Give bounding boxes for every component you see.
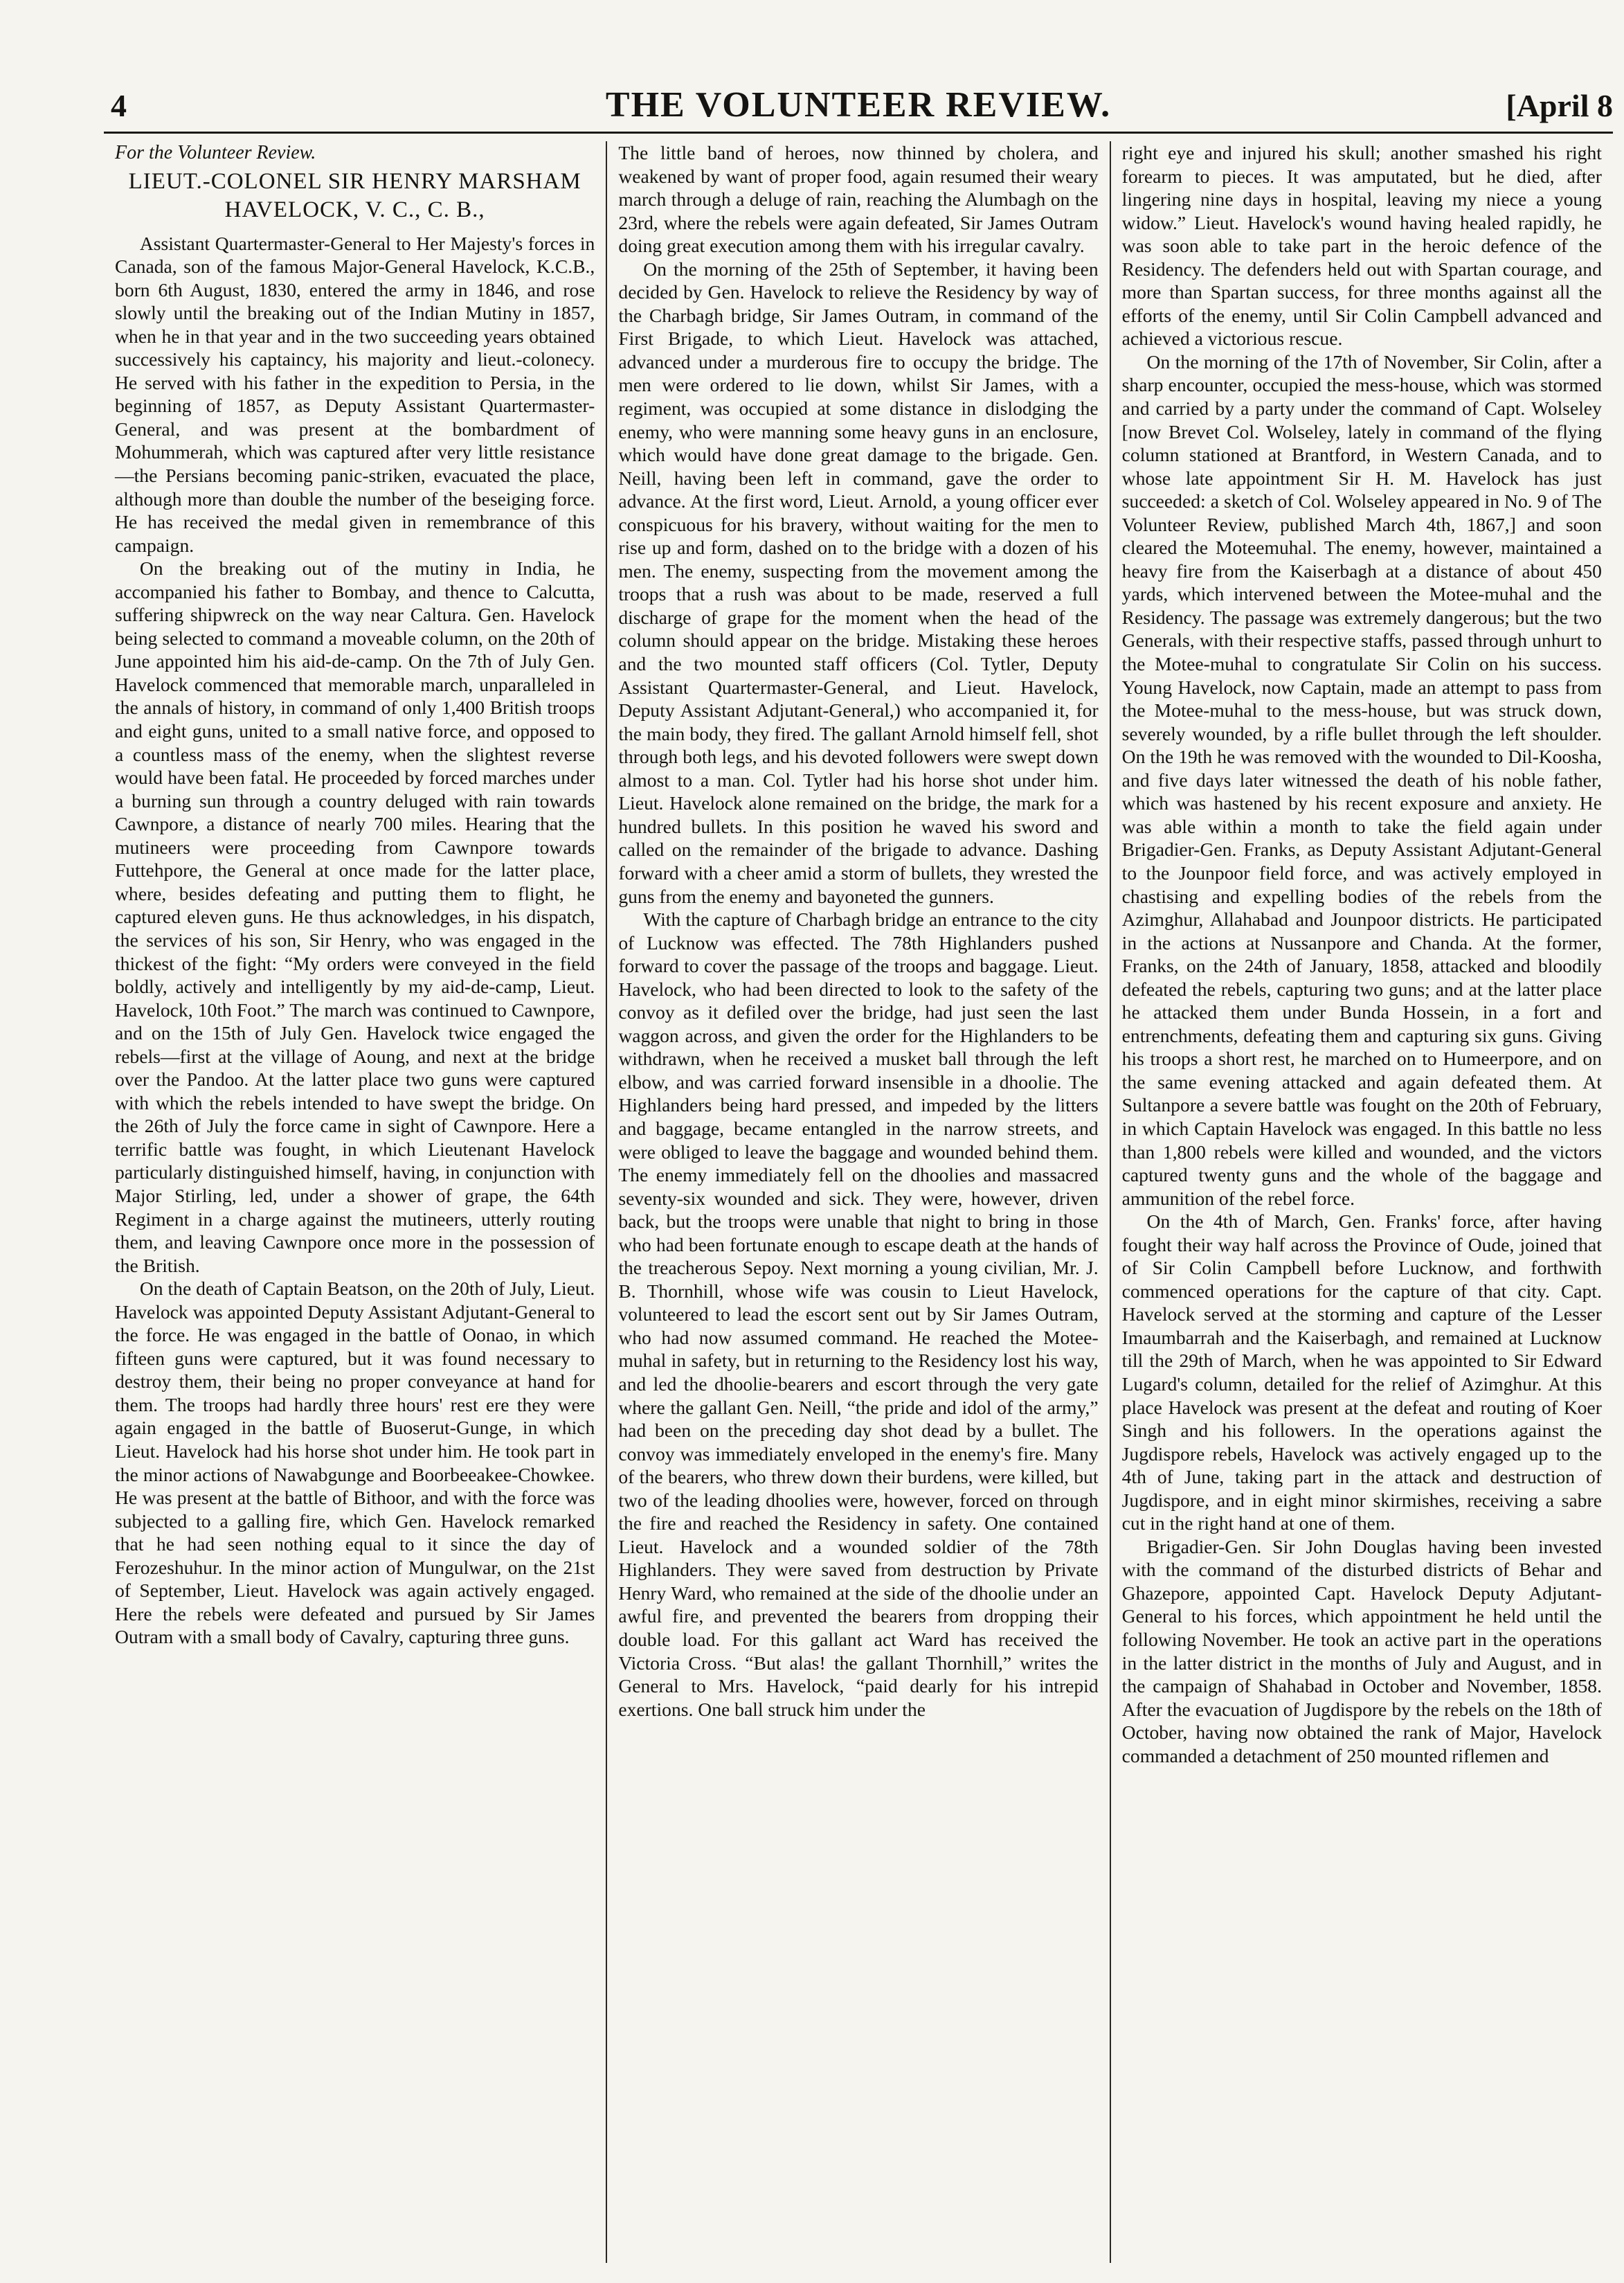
article-columns: [104, 141, 1613, 2263]
article-title: LIEUT.-COLONEL SIR HENRY MARSHAM HAVELOCK, V. C., C. B.,: [128, 169, 581, 223]
paragraph: With the capture of Charbagh bridge an entrance to the city of Lucknow was effected. The 78th Highlanders pushed forward to cover the passage of the troops and baggage. Lieut. Havelock, who had been directed to look to the safety of the convoy as it defiled over the bridge, had just seen the last waggon across, and given the order for the Highlanders to be withdrawn, when he received a musket ball through the left elbow, and was carried forward insensible in a dhoolie. The Highlanders being hard pressed, and impeded by the litters and baggage, became entangled in the narrow streets, and were obliged to leave the baggage and wounded behind them. The enemy immediately fell on the dhoolies and massacred seventy-six wounded and sick. They were, however, driven back, but the troops were unable that night to bring in those who had been fortunate enough to escape death at the hands of the treacherous Sepoy. Next morning a young civilian, Mr. J. B. Thornhill, whose wife was cousin to Lieut Havelock, volunteered to lead the escort sent out by Sir James Outram, who had now assumed command. He reached the Motee-muhal in safety, but in returning to the Residency lost his way, and led the dhoolie-bearers and escort through the very gate where the gallant Gen. Neill, “the pride and idol of the army,” had been on the preceding day shot dead by a bullet. The convoy was immediately enveloped in the enemy's fire. Many of the bearers, who threw down their burdens, were killed, but two of the leading dhoolies were, however, forced on through the fire and reached the Residency in safety. One contained Lieut. Havelock and a wounded soldier of the 78th Highlanders. They were saved from destruction by Private Henry Ward, who remained at the side of the dhoolie under an awful fire, and prevented the bearers from dropping their double load. For this gallant act Ward has received the Victoria Cross. “But alas! the gallant Thornhill,” writes the General to Mrs. Havelock, “paid dearly for his intrepid exertions. One ball struck him under the: [618, 908, 1099, 1720]
page-number: 4: [111, 88, 127, 123]
column-1: [104, 141, 606, 2263]
paragraph: Brigadier-Gen. Sir John Douglas having been invested with the command of the disturbed districts of Behar and Ghazepore, appointed Capt. Havelock Deputy Adjutant-General to his forces, which appointment he held until the following November. He took an active part in the operations in the latter district in the months of July and August, and in the campaign of Shahabad in October and November, 1858. After the evacuation of Jugdispore by the rebels on the 18th of October, having now obtained the rank of Major, Havelock commanded a detachment of 250 mounted riflemen and: [1121, 1535, 1602, 1766]
paragraph: On the 4th of March, Gen. Franks' force, after having fought their way half across the Province of Oude, joined that of Sir Colin Campbell before Lucknow, and forthwith commenced operations for the capture of that city. Capt. Havelock served at the storming and capture of the Lesser Imaumbarrah and the Kaiserbagh, and remained at Lucknow till the 29th of March, when he was appointed to Sir Edward Lugard's column, detailed for the relief of Azimghur. At this place Havelock was present at the defeat and routing of Koer Singh and his followers. In the operations against the Jugdispore rebels, Havelock was actively engaged up to the 4th of June, taking part in the attack and destruction of Jugdispore, and in eight minor skirmishes, receiving a sabre cut in the right hand at one of them.: [1121, 1210, 1602, 1534]
paragraph: On the morning of the 25th of September, it having been decided by Gen. Havelock to relieve the Residency by way of the Charbagh bridge, Sir James Outram, in command of the First Brigade, to which Lieut. Havelock was attached, advanced under a murderous fire to occupy the bridge. The men were ordered to lie down, whilst Sir James, with a regiment, was occupied at some distance in dislodging the enemy, who were manning some heavy guns in an enclosure, which would have done great damage to the brigade. Gen. Neill, having been left in command, gave the order to advance. At the first word, Lieut. Arnold, a young officer ever conspicuous for his bravery, without waiting for the men to rise up and form, dashed on to the bridge with a dozen of his men. The enemy, suspecting from the movement among the troops that a rush was about to be made, reserved a full discharge of grape for the moment when the head of the column should appear on the bridge. Mistaking these heroes and the two mounted staff officers (Col. Tytler, Deputy Assistant Quartermaster-General, and Lieut. Havelock, Deputy Assistant Adjutant-General,) who accompanied it, for the main body, they fired. The gallant Arnold himself fell, shot through both legs, and his devoted followers were swept down almost to a man. Col. Tytler had his horse shot under him. Lieut. Havelock alone remained on the bridge, the mark for a hundred bullets. In this position he waved his sword and called on the remainder of the brigade to advance. Dashing forward with a cheer amid a storm of bullets, they wrested the guns from the enemy and bayoneted the gunners.: [618, 258, 1099, 907]
paragraph: On the breaking out of the mutiny in India, he accompanied his father to Bombay, and thence to Calcutta, suffering shipwreck on the way near Caltura. Gen. Havelock being selected to command a moveable column, on the 20th of June appointed him his aid-de-camp. On the 7th of July Gen. Havelock commenced that memorable march, unparalleled in the annals of history, in command of only 1,400 British troops and eight guns, united to a small native force, and opposed to a countless mass of the enemy, when the slightest reverse would have been fatal. He proceeded by forced marches under a burning sun through a country deluged with rain towards Cawnpore, a distance of nearly 700 miles. Hearing that the mutineers were proceeding from Cawnpore towards Futtehpore, the General at once made for the latter place, where, besides defeating and putting them to flight, he captured eleven guns. He thus acknowledges, in his dispatch, the services of his son, Sir Henry, who was engaged in the thickest of the fight: “My orders were conveyed in the field boldly, actively and intelligently by my aid-de-camp, Lieut. Havelock, 10th Foot.” The march was continued to Cawnpore, and on the 15th of July Gen. Havelock twice engaged the rebels—first at the village of Aoung, and next at the bridge over the Pandoo. At the latter place two guns were captured with which the rebels intended to have swept the bridge. On the 26th of July the force came in sight of Cawnpore. Here a terrific battle was fought, in which Lieutenant Havelock particularly distinguished himself, having, in conjunction with Major Stirling, led, under a shower of grape, the 64th Regiment in a charge against the mutineers, utterly routing them, and leaving Cawnpore once more in the possession of the British.: [115, 557, 595, 1276]
paragraph: The little band of heroes, now thinned by cholera, and weakened by want of proper food, again resumed their weary march through a deluge of rain, reaching the Alumbagh on the 23rd, where the rebels were again defeated, Sir James Outram doing great execution among them with his irregular cavalry.: [618, 142, 1099, 257]
masthead: [104, 82, 1613, 134]
paragraph: On the morning of the 17th of November, Sir Colin, after a sharp encounter, occupied the mess-house, which was stormed and carried by a party under the command of Capt. Wolseley [now Brevet Col. Wolseley, lately in command of the flying column stationed at Brantford, in Western Canada, and to whose late appointment Sir H. M. Havelock has just succeeded: a sketch of Col. Wolseley appeared in No. 9 of The Volunteer Review, published March 4th, 1867,] and soon cleared the Moteemuhal. The enemy, however, maintained a heavy fire from the Kaiserbagh at a distance of about 450 yards, which intervened between the Motee-muhal and the Residency. The passage was extremely dangerous; but the two Generals, with their respective staffs, passed through unhurt to the Motee-muhal to congratulate Sir Colin on his success. Young Havelock, now Captain, made an attempt to pass from the Motee-muhal to the mess-house, but was struck down, severely wounded, by a rifle bullet through the left shoulder. On the 19th he was removed with the wounded to Dil-Koosha, and five days later witnessed the death of his noble father, which was hastened by his recent exposure and anxiety. He was able within a month to take the field again under Brigadier-Gen. Franks, as Deputy Assistant Adjutant-General to the Jounpoor field force, and was actively employed in chastising and expelling bodies of the rebels from the Azimghur, Allahabad and Jounpoor districts. He participated in the actions at Nussanpore and Chanda. At the former, Franks, on the 24th of January, 1858, attacked and bloodily defeated the rebels, capturing two guns; and at the latter place he attacked them under Bunda Hossein, in a fort and entrenchments, defeating them and capturing six guns. Giving his troops a short rest, he marched on to Humeerpore, and on the same evening attacked and again defeated them. At Sultanpore a severe battle was fought on the 20th of February, in which Captain Havelock was engaged. In this battle no less than 1,800 rebels were killed and wounded, and the victors captured twenty guns and the whole of the baggage and ammunition of the rebel force.: [1121, 350, 1602, 1209]
newspaper-page: [104, 82, 1613, 2263]
column-2: [606, 141, 1109, 2263]
column-3: [1110, 141, 1613, 2263]
paragraph: On the death of Captain Beatson, on the 20th of July, Lieut. Havelock was appointed Deputy Assistant Adjutant-General to the force. He was engaged in the battle of Oonao, in which fifteen guns were captured, but it was found necessary to destroy them, their being no proper conveyance at hand for them. The troops had hardly three hours' rest ere they were again engaged in the battle of Buoserut-Gunge, in which Lieut. Havelock had his horse shot under him. He took part in the minor actions of Nawabgunge and Boorbeeakee-Chowkee. He was present at the battle of Bithoor, and with the force was subjected to a galling fire, which Gen. Havelock remarked that he had seen nothing equal to it since the day of Ferozeshuhur. In the minor action of Mungulwar, on the 21st of September, Lieut. Havelock was again actively engaged. Here the rebels were defeated and pursued by Sir James Outram with a small body of Cavalry, capturing three guns.: [115, 1278, 595, 1648]
paragraph: Assistant Quartermaster-General to Her Majesty's forces in Canada, son of the famous Major-General Havelock, K.C.B., born 6th August, 1830, entered the army in 1846, and rose slowly until the breaking out of the Indian Mutiny in 1857, when he in that year and in the two succeeding years obtained successively his captaincy, his majority and lieut.-colonecy. He served with his father in the expedition to Persia, in the beginning of 1857, as Deputy Assistant Quartermaster-General, and was present at the bombardment of Mohummerah, which was captured after very little resistance—the Persians becoming panic-striken, evacuated the place, although more than double the number of the beseiging force. He has received the medal given in remembrance of this campaign.: [115, 232, 595, 556]
for-line: For the Volunteer Review.: [115, 142, 316, 163]
journal-title: THE VOLUNTEER REVIEW.: [605, 85, 1112, 125]
paragraph: right eye and injured his skull; another smashed his right forearm to pieces. It was amputated, but he died, after lingering nine days in hospital, leaving my niece a young widow.” Lieut. Havelock's wound having healed rapidly, he was soon able to take part in the heroic defence of the Residency. The defenders held out with Spartan courage, and more than Spartan success, for three months against all the efforts of the enemy, until Sir Colin Campbell advanced and achieved a victorious rescue.: [1121, 142, 1602, 350]
issue-date: [April 8: [1506, 88, 1613, 123]
